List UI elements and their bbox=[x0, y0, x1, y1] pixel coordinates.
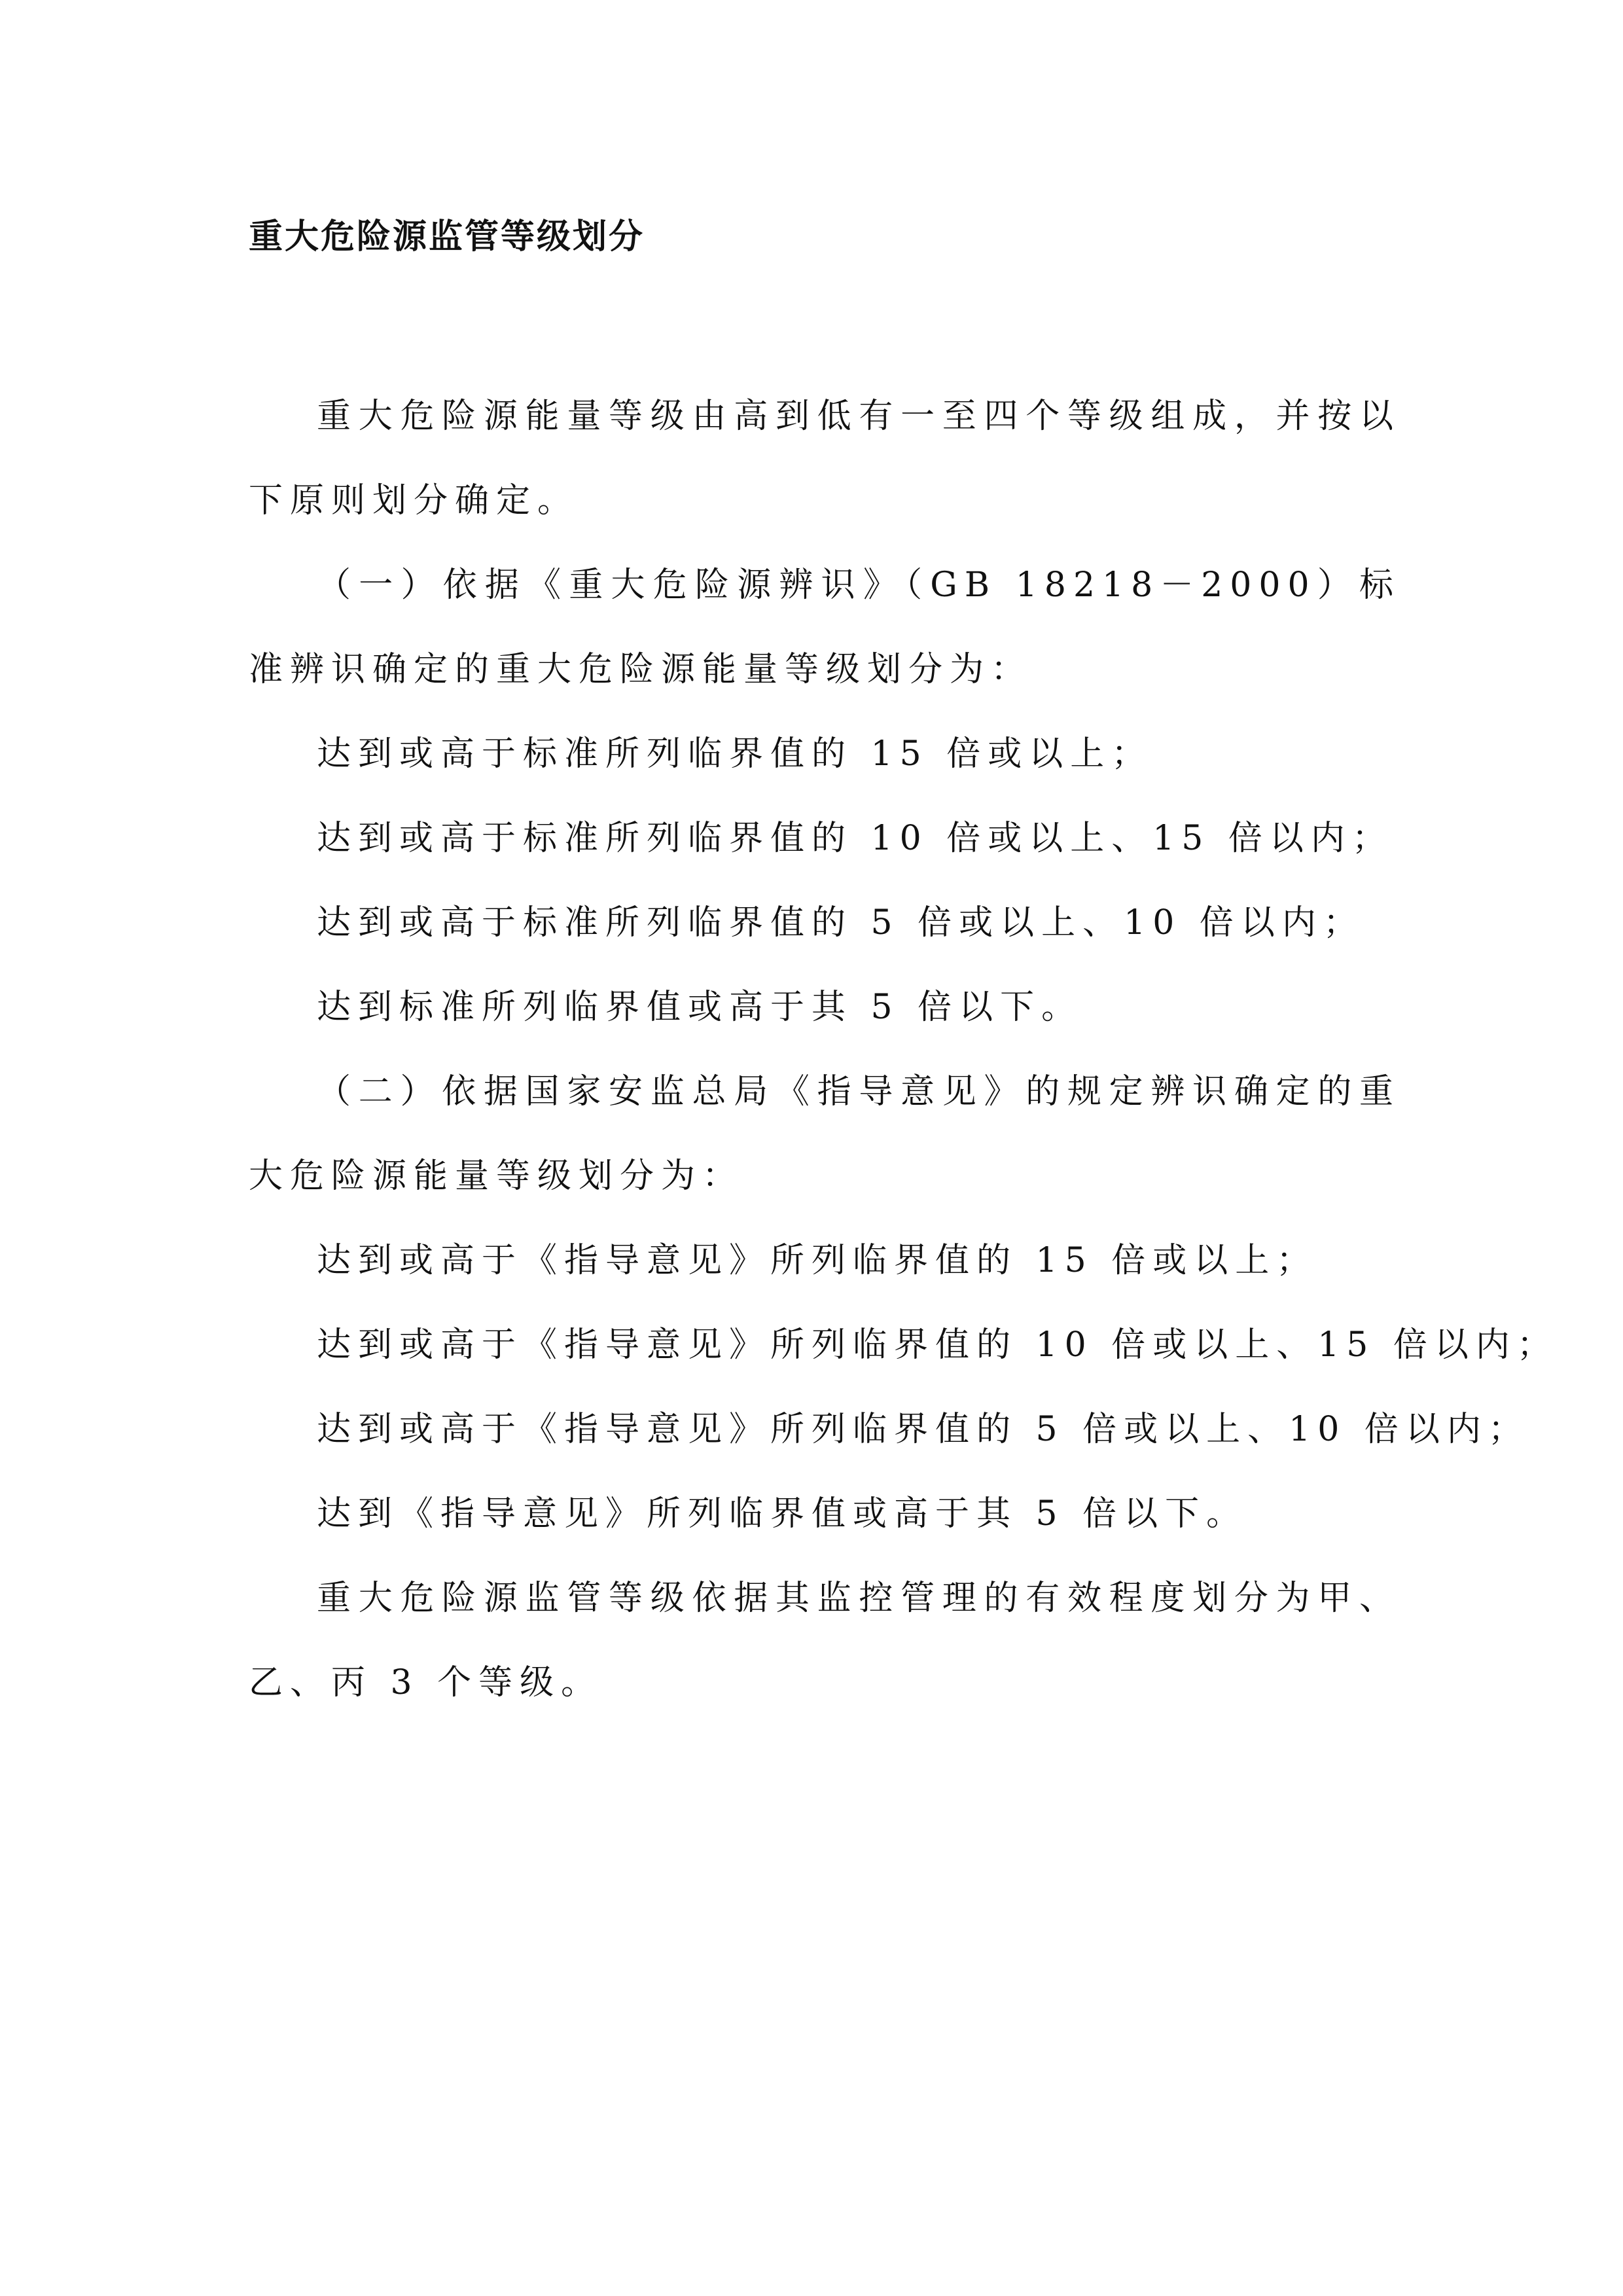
list-item: 达到或高于标准所列临界值的 10 倍或以上、15 倍以内； bbox=[317, 819, 1393, 858]
paragraph-section-two: （二）依据国家安监总局《指导意见》的规定辨识确定的重大危险源能量等级划分为： bbox=[249, 1072, 1400, 1196]
paragraph-intro: 重大危险源能量等级由高到低有一至四个等级组成，并按以下原则划分确定。 bbox=[249, 397, 1400, 520]
list-item: 达到或高于《指导意见》所列临界值的 5 倍或以上、10 倍以内； bbox=[317, 1410, 1529, 1449]
list-item: 达到或高于标准所列临界值的 15 倍或以上； bbox=[317, 734, 1153, 774]
document-body bbox=[249, 374, 1558, 1725]
paragraph-conclusion: 重大危险源监管等级依据其监控管理的有效程度划分为甲、乙、丙 3 个等级。 bbox=[249, 1579, 1400, 1702]
list-item: 达到标准所列临界值或高于其 5 倍以下。 bbox=[317, 988, 1083, 1027]
list-item: 达到或高于标准所列临界值的 5 倍或以上、10 倍以内； bbox=[317, 903, 1364, 942]
list-item: 达到《指导意见》所列临界值或高于其 5 倍以下。 bbox=[317, 1494, 1248, 1534]
paragraph-section-one: （一）依据《重大危险源辨识》（GB 18218－2000）标准辨识确定的重大危险源能量等级划分为： bbox=[249, 565, 1400, 689]
document-title: 重大危险源监管等级划分 bbox=[249, 217, 645, 257]
list-item: 达到或高于《指导意见》所列临界值的 15 倍或以上； bbox=[317, 1241, 1318, 1280]
list-item: 达到或高于《指导意见》所列临界值的 10 倍或以上、15 倍以内； bbox=[317, 1325, 1558, 1365]
